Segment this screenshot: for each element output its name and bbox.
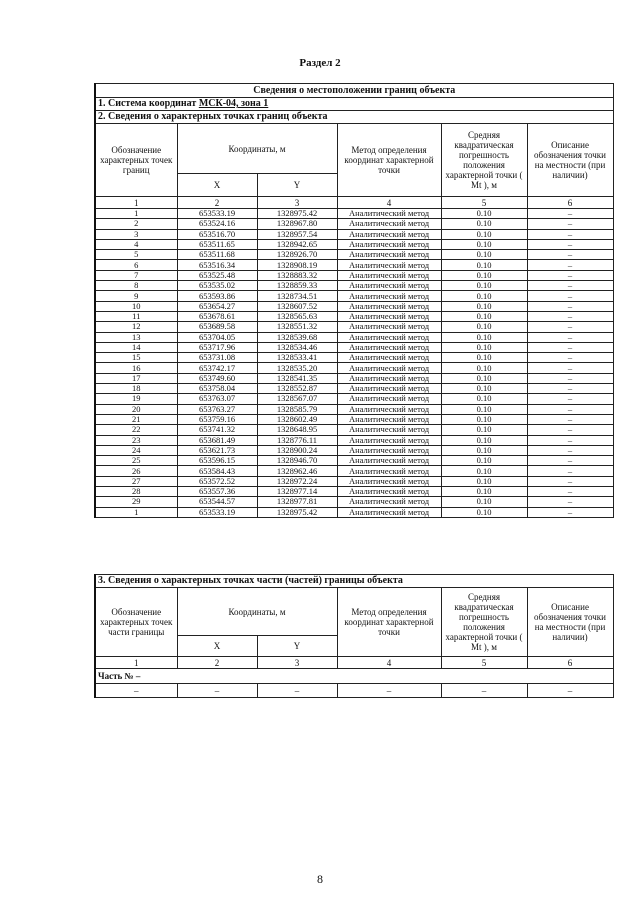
s3-header-designation: Обозначение характерных точек части границы xyxy=(95,588,177,657)
cell-description: – xyxy=(527,291,613,301)
cell-y: 1328607.52 xyxy=(257,301,337,311)
table-row xyxy=(95,476,613,486)
table-row xyxy=(95,445,613,455)
cell-point-number: 16 xyxy=(95,363,177,373)
cell-description: – xyxy=(527,684,613,698)
cell-y: 1328585.79 xyxy=(257,404,337,414)
cell-point-number: 22 xyxy=(95,425,177,435)
cell-y: 1328535.20 xyxy=(257,363,337,373)
cell-point-number: 24 xyxy=(95,445,177,455)
cell-point-number: 21 xyxy=(95,414,177,424)
cell-y: – xyxy=(257,684,337,698)
cell-point-number: 25 xyxy=(95,456,177,466)
cell-description: – xyxy=(527,404,613,414)
table-row xyxy=(95,373,613,383)
cell-point-number: 13 xyxy=(95,332,177,342)
cell-y: 1328962.46 xyxy=(257,466,337,476)
cell-method: Аналитический метод xyxy=(337,209,441,219)
cell-method: Аналитический метод xyxy=(337,322,441,332)
cell-y: 1328776.11 xyxy=(257,435,337,445)
table-row xyxy=(95,301,613,311)
table-row xyxy=(95,250,613,260)
index-col-4: 4 xyxy=(337,197,441,209)
cell-y: 1328975.42 xyxy=(257,209,337,219)
cell-point-number: 1 xyxy=(95,209,177,219)
cell-point-number: 27 xyxy=(95,476,177,486)
cell-y: 1328541.35 xyxy=(257,373,337,383)
cell-y: 1328900.24 xyxy=(257,445,337,455)
cell-error: 0.10 xyxy=(441,239,527,249)
cell-error: 0.10 xyxy=(441,363,527,373)
cell-description: – xyxy=(527,425,613,435)
table-row xyxy=(95,404,613,414)
page-number: 8 xyxy=(317,872,323,886)
cell-x: 653525.48 xyxy=(177,270,257,280)
cell-method: Аналитический метод xyxy=(337,291,441,301)
cell-error: 0.10 xyxy=(441,497,527,507)
cell-method: Аналитический метод xyxy=(337,425,441,435)
cell-description: – xyxy=(527,414,613,424)
cell-y: 1328552.87 xyxy=(257,384,337,394)
cell-method: Аналитический метод xyxy=(337,507,441,517)
index-col-3: 3 xyxy=(257,197,337,209)
cell-method: Аналитический метод xyxy=(337,311,441,321)
cell-y: 1328977.81 xyxy=(257,497,337,507)
header-description: Описание обозначения точки на местности (при наличии) xyxy=(527,124,613,197)
cell-point-number: 9 xyxy=(95,291,177,301)
cell-x: 653681.49 xyxy=(177,435,257,445)
cell-error: 0.10 xyxy=(441,219,527,229)
table-row xyxy=(95,507,613,517)
cell-description: – xyxy=(527,353,613,363)
cell-method: Аналитический метод xyxy=(337,497,441,507)
boundary-points-table xyxy=(94,83,614,518)
part-label: Часть № – xyxy=(95,669,613,684)
cell-description: – xyxy=(527,476,613,486)
index-col-6: 6 xyxy=(527,197,613,209)
cell-point-number: 8 xyxy=(95,281,177,291)
section2-title: 2. Сведения о характерных точках границ объекта xyxy=(95,111,613,124)
index-col-1: 1 xyxy=(95,657,177,669)
index-col-2: 2 xyxy=(177,657,257,669)
index-col-5: 5 xyxy=(441,657,527,669)
cell-y: 1328567.07 xyxy=(257,394,337,404)
cell-description: – xyxy=(527,209,613,219)
cell-y: 1328972.24 xyxy=(257,476,337,486)
header-x: X xyxy=(177,174,257,197)
coord-system-value: МСК-04, зона 1 xyxy=(198,98,269,109)
cell-point-number: 4 xyxy=(95,239,177,249)
cell-point-number: 19 xyxy=(95,394,177,404)
cell-error: 0.10 xyxy=(441,342,527,352)
section-title: Раздел 2 xyxy=(299,57,341,69)
part-points-table xyxy=(94,574,614,698)
cell-description: – xyxy=(527,342,613,352)
cell-x: 653533.19 xyxy=(177,209,257,219)
cell-y: 1328967.80 xyxy=(257,219,337,229)
index-row xyxy=(95,197,613,209)
cell-y: 1328565.63 xyxy=(257,311,337,321)
cell-point-number: 6 xyxy=(95,260,177,270)
s3-header-description: Описание обозначения точки на местности (при наличии) xyxy=(527,588,613,657)
cell-description: – xyxy=(527,219,613,229)
cell-x: 653654.27 xyxy=(177,301,257,311)
cell-description: – xyxy=(527,445,613,455)
cell-method: Аналитический метод xyxy=(337,260,441,270)
cell-x: 653511.68 xyxy=(177,250,257,260)
cell-x: 653704.05 xyxy=(177,332,257,342)
header-coordinates: Координаты, м xyxy=(177,124,337,174)
cell-x: 653621.73 xyxy=(177,445,257,455)
cell-x: 653742.17 xyxy=(177,363,257,373)
header-error: Средняя квадратическая погрешность положения характерной точки ( Mt ), м xyxy=(441,124,527,197)
table-row xyxy=(95,281,613,291)
header-designation: Обозначение характерных точек границ xyxy=(95,124,177,197)
cell-x: 653511.65 xyxy=(177,239,257,249)
cell-y: 1328946.70 xyxy=(257,456,337,466)
cell-description: – xyxy=(527,322,613,332)
cell-x: 653544.57 xyxy=(177,497,257,507)
cell-method: Аналитический метод xyxy=(337,414,441,424)
cell-x: 653763.07 xyxy=(177,394,257,404)
cell-x: 653689.58 xyxy=(177,322,257,332)
cell-method: Аналитический метод xyxy=(337,394,441,404)
cell-method: Аналитический метод xyxy=(337,239,441,249)
cell-x: – xyxy=(177,684,257,698)
cell-y: 1328602.49 xyxy=(257,414,337,424)
index-col-2: 2 xyxy=(177,197,257,209)
cell-point-number: 12 xyxy=(95,322,177,332)
table-row xyxy=(95,497,613,507)
cell-error: 0.10 xyxy=(441,445,527,455)
table-row xyxy=(95,487,613,497)
cell-description: – xyxy=(527,497,613,507)
cell-y: 1328942.65 xyxy=(257,239,337,249)
cell-x: 653596.15 xyxy=(177,456,257,466)
cell-y: 1328975.42 xyxy=(257,507,337,517)
cell-x: 653516.34 xyxy=(177,260,257,270)
cell-point-number: 15 xyxy=(95,353,177,363)
cell-error: 0.10 xyxy=(441,384,527,394)
cell-method: Аналитический метод xyxy=(337,229,441,239)
cell-error: 0.10 xyxy=(441,229,527,239)
cell-x: 653717.96 xyxy=(177,342,257,352)
table-row xyxy=(95,384,613,394)
cell-y: 1328957.54 xyxy=(257,229,337,239)
cell-description: – xyxy=(527,373,613,383)
cell-y: 1328734.51 xyxy=(257,291,337,301)
cell-error: 0.10 xyxy=(441,322,527,332)
cell-point-number: 11 xyxy=(95,311,177,321)
cell-error: 0.10 xyxy=(441,332,527,342)
cell-method: Аналитический метод xyxy=(337,363,441,373)
cell-error: 0.10 xyxy=(441,270,527,280)
cell-x: 653572.52 xyxy=(177,476,257,486)
coord-system-row xyxy=(95,98,613,111)
table-row xyxy=(95,466,613,476)
cell-y: 1328908.19 xyxy=(257,260,337,270)
cell-x: 653759.16 xyxy=(177,414,257,424)
table-row xyxy=(95,291,613,301)
cell-x: 653593.86 xyxy=(177,291,257,301)
cell-y: 1328539.68 xyxy=(257,332,337,342)
cell-x: 653731.08 xyxy=(177,353,257,363)
cell-error: 0.10 xyxy=(441,301,527,311)
cell-y: 1328859.33 xyxy=(257,281,337,291)
cell-error: – xyxy=(441,684,527,698)
cell-method: Аналитический метод xyxy=(337,332,441,342)
s3-header-coordinates: Координаты, м xyxy=(177,588,337,636)
cell-description: – xyxy=(527,466,613,476)
cell-point-number: 17 xyxy=(95,373,177,383)
cell-error: 0.10 xyxy=(441,425,527,435)
table-row xyxy=(95,332,613,342)
cell-description: – xyxy=(527,270,613,280)
cell-point-number: 5 xyxy=(95,250,177,260)
table-row xyxy=(95,239,613,249)
table-row xyxy=(95,414,613,424)
s3-empty-row xyxy=(95,684,613,698)
cell-description: – xyxy=(527,435,613,445)
cell-description: – xyxy=(527,239,613,249)
cell-method: Аналитический метод xyxy=(337,466,441,476)
cell-description: – xyxy=(527,229,613,239)
cell-x: 653516.70 xyxy=(177,229,257,239)
cell-method: Аналитический метод xyxy=(337,456,441,466)
cell-description: – xyxy=(527,281,613,291)
cell-method: Аналитический метод xyxy=(337,476,441,486)
cell-error: 0.10 xyxy=(441,466,527,476)
cell-point-number: 2 xyxy=(95,219,177,229)
cell-method: Аналитический метод xyxy=(337,353,441,363)
cell-error: 0.10 xyxy=(441,281,527,291)
cell-method: Аналитический метод xyxy=(337,445,441,455)
s3-index-row xyxy=(95,657,613,669)
cell-error: 0.10 xyxy=(441,404,527,414)
cell-method: Аналитический метод xyxy=(337,435,441,445)
cell-y: 1328534.46 xyxy=(257,342,337,352)
cell-error: 0.10 xyxy=(441,507,527,517)
cell-error: 0.10 xyxy=(441,414,527,424)
cell-error: 0.10 xyxy=(441,311,527,321)
cell-error: 0.10 xyxy=(441,209,527,219)
main-title: Сведения о местоположении границ объекта xyxy=(95,84,613,98)
cell-y: 1328551.32 xyxy=(257,322,337,332)
cell-error: 0.10 xyxy=(441,373,527,383)
cell-method: Аналитический метод xyxy=(337,281,441,291)
cell-x: 653584.43 xyxy=(177,466,257,476)
table-row xyxy=(95,322,613,332)
s3-header-y: Y xyxy=(257,636,337,657)
table-row xyxy=(95,394,613,404)
index-col-5: 5 xyxy=(441,197,527,209)
cell-point-number: 23 xyxy=(95,435,177,445)
cell-y: 1328648.95 xyxy=(257,425,337,435)
cell-point-number: 14 xyxy=(95,342,177,352)
cell-point-number: 26 xyxy=(95,466,177,476)
cell-point-number: 7 xyxy=(95,270,177,280)
index-col-4: 4 xyxy=(337,657,441,669)
coord-system-label: 1. Система координат xyxy=(98,98,197,109)
cell-method: Аналитический метод xyxy=(337,487,441,497)
cell-point-number: 1 xyxy=(95,507,177,517)
cell-x: 653533.19 xyxy=(177,507,257,517)
table-row xyxy=(95,219,613,229)
cell-x: 653535.02 xyxy=(177,281,257,291)
header-y: Y xyxy=(257,174,337,197)
cell-y: 1328926.70 xyxy=(257,250,337,260)
cell-y: 1328883.32 xyxy=(257,270,337,280)
cell-point-number: 20 xyxy=(95,404,177,414)
cell-description: – xyxy=(527,250,613,260)
cell-error: 0.10 xyxy=(441,487,527,497)
cell-error: 0.10 xyxy=(441,394,527,404)
cell-description: – xyxy=(527,301,613,311)
cell-description: – xyxy=(527,311,613,321)
cell-error: 0.10 xyxy=(441,291,527,301)
section3-title: 3. Сведения о характерных точках части (частей) границы объекта xyxy=(95,575,613,588)
cell-error: 0.10 xyxy=(441,456,527,466)
cell-description: – xyxy=(527,456,613,466)
s3-header-method: Метод определения координат характерной точки xyxy=(337,588,441,657)
cell-x: 653763.27 xyxy=(177,404,257,414)
table-row xyxy=(95,363,613,373)
table-row xyxy=(95,425,613,435)
cell-x: 653524.16 xyxy=(177,219,257,229)
cell-description: – xyxy=(527,487,613,497)
cell-description: – xyxy=(527,363,613,373)
cell-error: 0.10 xyxy=(441,250,527,260)
cell-x: 653749.60 xyxy=(177,373,257,383)
cell-method: Аналитический метод xyxy=(337,404,441,414)
cell-point-number: 10 xyxy=(95,301,177,311)
cell-y: 1328977.14 xyxy=(257,487,337,497)
cell-point-number: 28 xyxy=(95,487,177,497)
cell-x: 653557.36 xyxy=(177,487,257,497)
table-row xyxy=(95,209,613,219)
table-row xyxy=(95,260,613,270)
table-row xyxy=(95,342,613,352)
cell-method: Аналитический метод xyxy=(337,219,441,229)
cell-point-number: 3 xyxy=(95,229,177,239)
cell-method: Аналитический метод xyxy=(337,384,441,394)
cell-point-number: 18 xyxy=(95,384,177,394)
table-row xyxy=(95,270,613,280)
cell-error: 0.10 xyxy=(441,435,527,445)
cell-method: Аналитический метод xyxy=(337,250,441,260)
cell-error: 0.10 xyxy=(441,260,527,270)
cell-x: 653741.32 xyxy=(177,425,257,435)
index-col-1: 1 xyxy=(95,197,177,209)
cell-method: Аналитический метод xyxy=(337,270,441,280)
s3-header-error: Средняя квадратическая погрешность положения характерной точки ( Mt ), м xyxy=(441,588,527,657)
cell-description: – xyxy=(527,394,613,404)
cell-description: – xyxy=(527,384,613,394)
cell-method: – xyxy=(337,684,441,698)
index-col-3: 3 xyxy=(257,657,337,669)
cell-error: 0.10 xyxy=(441,353,527,363)
table-row xyxy=(95,311,613,321)
table-row xyxy=(95,229,613,239)
table-row xyxy=(95,353,613,363)
table-row xyxy=(95,456,613,466)
table-row xyxy=(95,435,613,445)
cell-error: 0.10 xyxy=(441,476,527,486)
cell-x: 653758.04 xyxy=(177,384,257,394)
cell-point-number: – xyxy=(95,684,177,698)
index-col-6: 6 xyxy=(527,657,613,669)
cell-description: – xyxy=(527,260,613,270)
cell-y: 1328533.41 xyxy=(257,353,337,363)
cell-description: – xyxy=(527,507,613,517)
s3-header-x: X xyxy=(177,636,257,657)
header-method: Метод определения координат характерной точки xyxy=(337,124,441,197)
cell-method: Аналитический метод xyxy=(337,373,441,383)
cell-method: Аналитический метод xyxy=(337,301,441,311)
cell-point-number: 29 xyxy=(95,497,177,507)
cell-x: 653678.61 xyxy=(177,311,257,321)
cell-method: Аналитический метод xyxy=(337,342,441,352)
cell-description: – xyxy=(527,332,613,342)
